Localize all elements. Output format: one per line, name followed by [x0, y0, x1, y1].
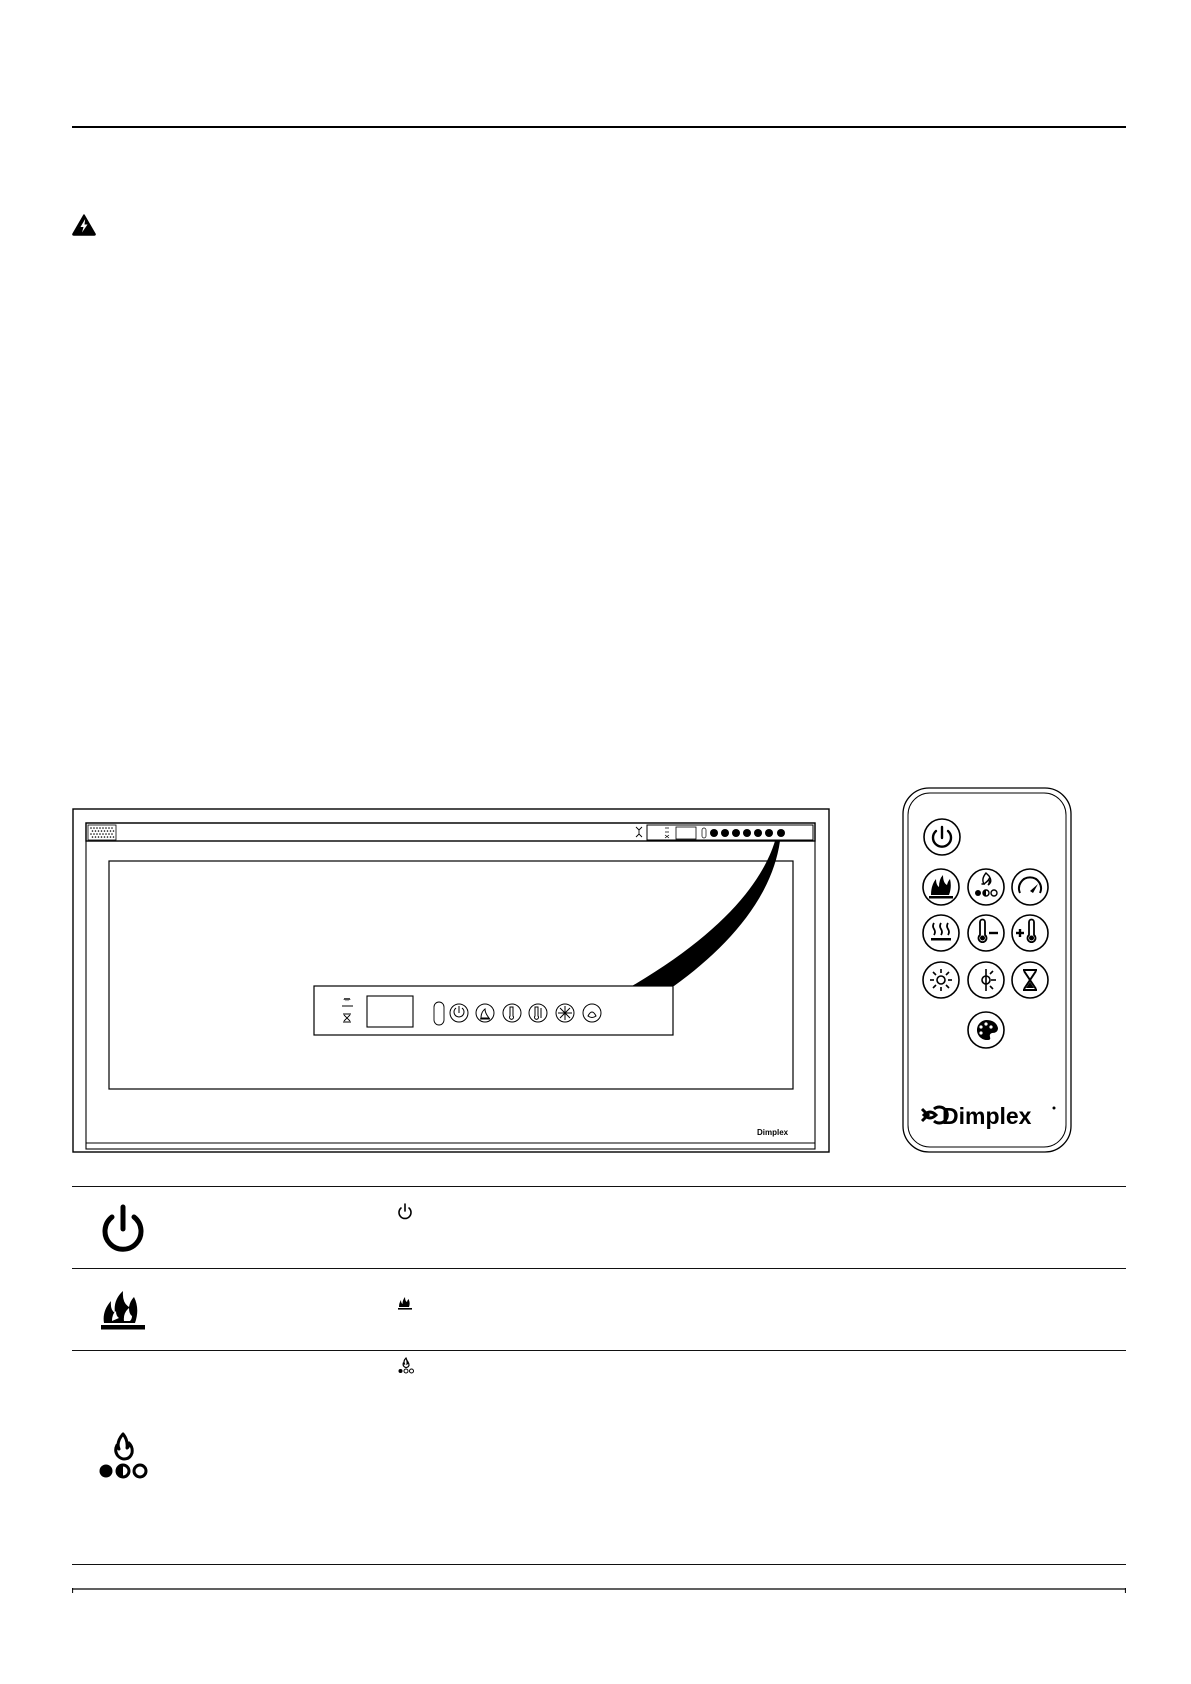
- remote-timer-button: [1012, 962, 1048, 998]
- inline-flame-icon: [397, 1297, 413, 1311]
- svg-text:Dimplex: Dimplex: [942, 1103, 1032, 1129]
- svg-text:Dimplex: Dimplex: [757, 1128, 789, 1137]
- table-row: [72, 1187, 1126, 1269]
- fireplace-diagram: [72, 808, 830, 1154]
- remote-brightness-button: [923, 962, 959, 998]
- table-bottom-rule: [72, 1564, 1126, 1565]
- remote-dimmer-button: [968, 962, 1004, 998]
- flame-icon: [98, 1289, 148, 1333]
- table-row: [72, 1269, 1126, 1351]
- remote-palette-button: [968, 1012, 1004, 1048]
- remote-speed-button: [1012, 869, 1048, 905]
- remote-temp-up-button: [1012, 915, 1048, 951]
- grille-pattern: [88, 825, 116, 840]
- remote-heat-button: [923, 915, 959, 951]
- power-icon: [100, 1203, 146, 1255]
- remote-ember-button: [968, 869, 1004, 905]
- table-row: [72, 1351, 1126, 1563]
- remote-temp-down-button: [968, 915, 1004, 951]
- inline-power-icon: [397, 1202, 413, 1220]
- footer-rule: [72, 1588, 1126, 1594]
- remote-control: [902, 787, 1072, 1153]
- header-rule: [72, 126, 1126, 128]
- electrical-warning-icon: [72, 214, 96, 236]
- inline-ember-bed-icon: [397, 1357, 415, 1375]
- remote-flame-button: [923, 869, 959, 905]
- ember-bed-icon: [98, 1431, 148, 1481]
- fireplace-brand-logo: [757, 1128, 789, 1137]
- remote-power-button: [924, 819, 960, 855]
